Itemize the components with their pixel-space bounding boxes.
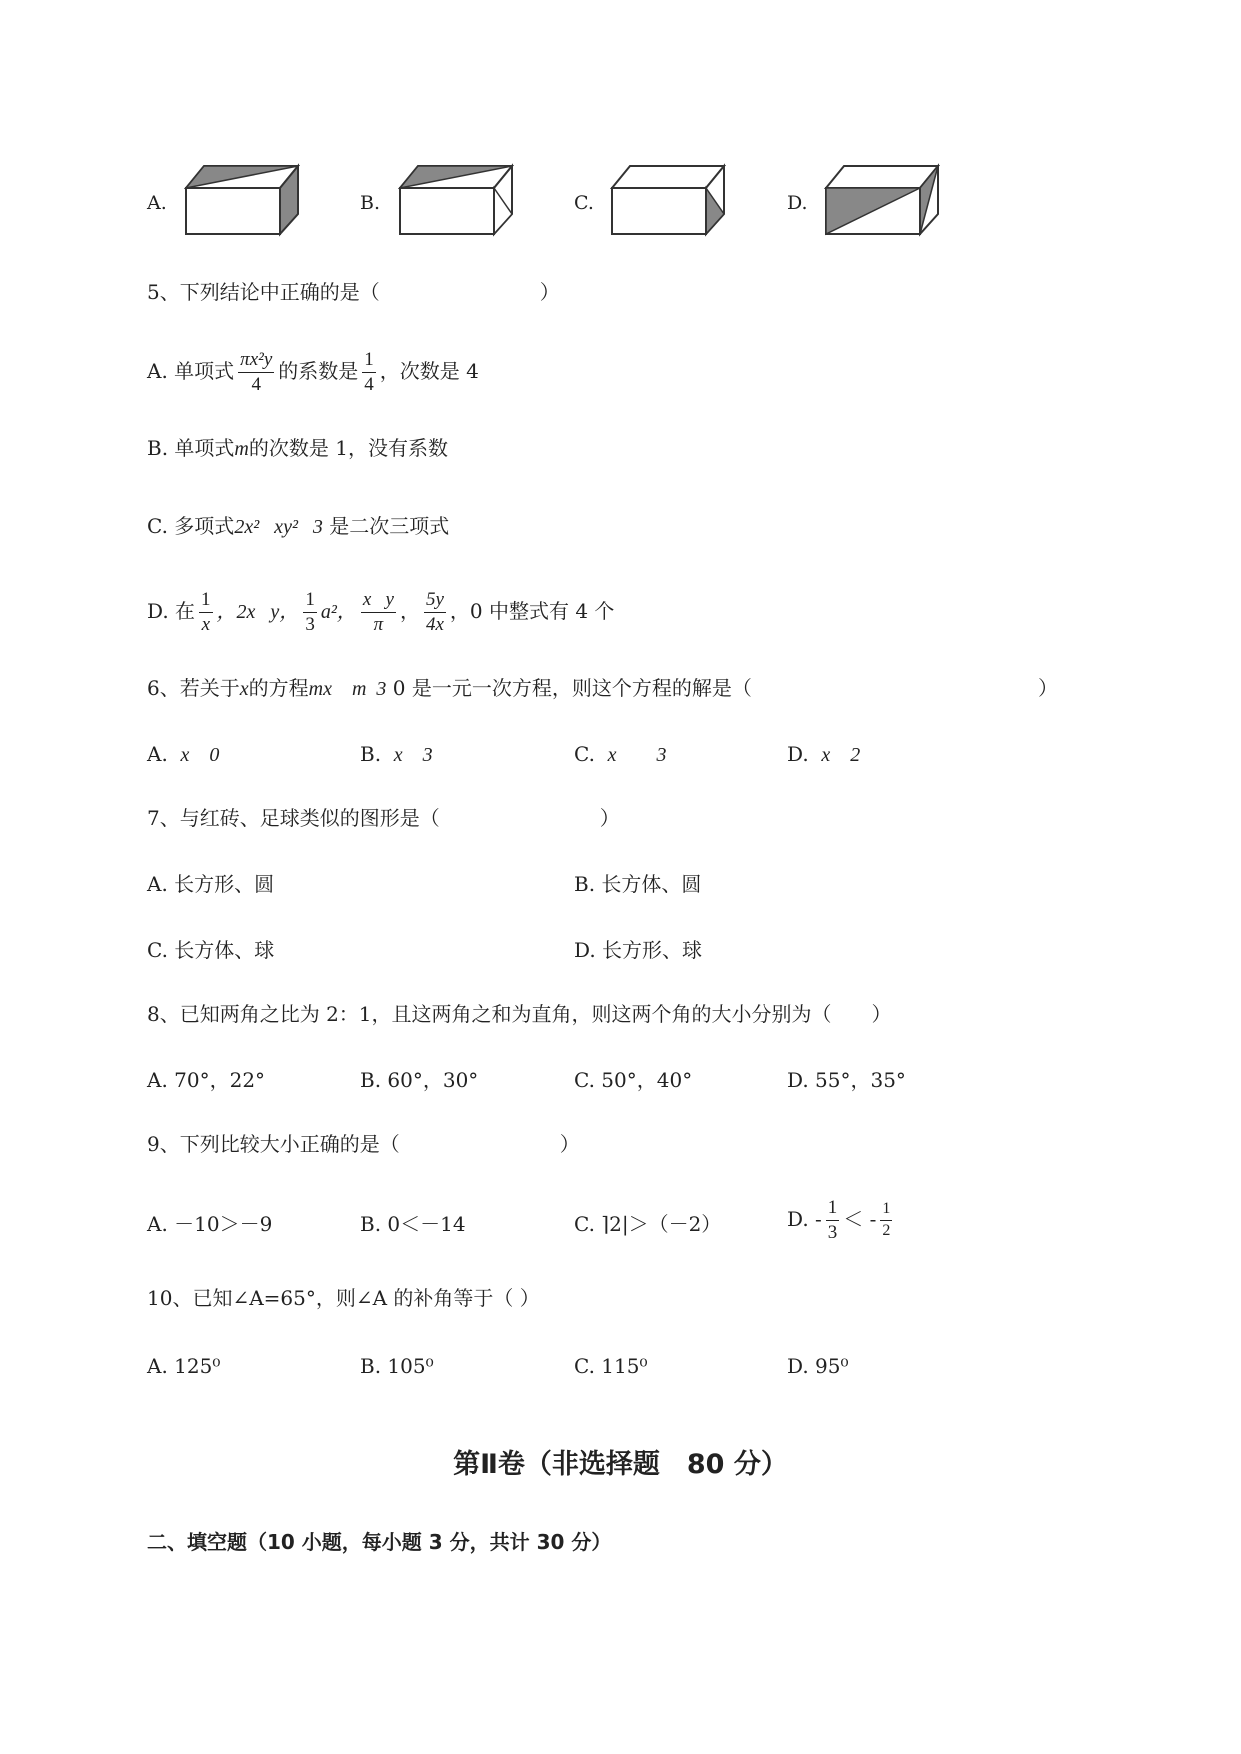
q5-c-suffix: 是二次三项式 [329,514,450,538]
q9-d-fraction-2 [880,1201,892,1240]
q5-d-f5-den: 4x [425,613,444,635]
q5-d-sep: ， [399,598,420,623]
q9-stem: 9、下列比较大小正确的是（ ） [147,1132,580,1156]
q10-stem: 10、已知∠A=65°，则∠A 的补角等于（ ） [147,1286,540,1310]
q10-option-c: C. 115⁰ [574,1354,648,1378]
q6-b-value: x 3 [393,744,433,766]
q10-option-b: B. 105⁰ [360,1354,434,1378]
q5-a-mid: 的系数是 [278,358,359,383]
q6-a-value: x 0 [180,744,220,766]
q5-d-fraction-3 [303,590,317,635]
q4-option-a-label: A. [147,192,167,214]
q6-stem [147,678,752,699]
q7-stem: 7、与红砖、足球类似的图形是（ ） [147,806,620,830]
q7-option-d: D. 长方形、球 [574,938,703,962]
q9-d-prefix: D. - [787,1206,822,1231]
q5-d-f3-den: 3 [305,613,315,635]
q5-a-monomial-fraction [238,350,274,395]
q5-c-prefix: C. 多项式 [147,514,235,538]
q9-d-f1-num: 1 [826,1198,840,1221]
q6-c-value: x 3 [607,744,667,766]
q4-option-d-figure [822,160,942,238]
q5-a-suffix: ，次数是 4 [379,358,479,383]
q9-d-mid: ＜ - [843,1206,877,1231]
q6-stem-c: 0 是一元一次方程，则这个方程的解是（ [392,676,752,700]
q5-d-f4-den: π [373,613,384,635]
q10-option-d: D. 95⁰ [787,1354,849,1378]
q5-d-fraction-1 [199,590,213,635]
q6-a-label: A. [147,742,168,766]
q5-d-f1-den: x [201,613,211,635]
q4-option-d-label: D. [787,192,808,214]
q8-option-d: D. 55°，35° [787,1068,906,1092]
q9-option-b: B. 0＜－14 [360,1212,466,1236]
q6-stem-eq: mx m 3 [308,678,387,700]
section-2-title: 第Ⅱ卷（非选择题 80 分） [453,1449,788,1480]
q4-option-b-label: B. [360,192,381,214]
q5-a-coef-fraction [362,350,376,395]
q5-d-term-3: a²， [320,600,357,623]
q10-option-a: A. 125⁰ [147,1354,221,1378]
q6-option-d [787,744,860,765]
q6-option-b [360,744,433,765]
q9-option-a: A. －10＞－9 [147,1212,273,1236]
q5-d-f4-num: x y [361,590,396,613]
q5-d-term-2: ，2x y， [216,600,300,623]
q9-d-fraction-1 [826,1198,840,1243]
q5-b-var: m [234,438,249,460]
q5-option-a [147,350,479,395]
q8-option-c: C. 50°，40° [574,1068,693,1092]
q6-stem-var: x [239,678,249,700]
section-2-subtitle: 二、填空题（10 小题，每小题 3 分，共计 30 分） [147,1530,612,1554]
q5-d-f3-num: 1 [303,590,317,613]
q4-option-a-figure [182,160,302,238]
q5-d-f5-num: 5y [424,590,446,613]
q6-d-value: x 2 [821,744,861,766]
q5-a-coef-den: 4 [364,373,374,395]
q6-d-label: D. [787,742,809,766]
q5-c-expr: 2x² xy² 3 [234,516,323,538]
q5-a-prefix: A. 单项式 [147,358,235,383]
q6-c-label: C. [574,742,595,766]
q5-b-suffix: 的次数是 1，没有系数 [248,436,448,460]
q5-b-prefix: B. 单项式 [147,436,235,460]
q6-stem-b: 的方程 [248,676,309,700]
q5-d-suffix: ，0 中整式有 4 个 [449,598,615,623]
q6-b-label: B. [360,742,382,766]
q5-d-f1-num: 1 [199,590,213,613]
q5-option-c [147,516,449,537]
q6-stem-close: ） [1038,676,1058,700]
q6-option-c [574,744,667,765]
q7-option-a: A. 长方形、圆 [147,872,275,896]
q5-stem: 5、下列结论中正确的是（ ） [147,280,560,304]
q5-d-fraction-5 [424,590,446,635]
q6-stem-a: 6、若关于 [147,676,240,700]
q5-d-fraction-4 [361,590,396,635]
q5-d-prefix: D. 在 [147,598,196,623]
q9-d-f2-num: 1 [880,1201,892,1221]
q6-option-a [147,744,219,765]
q5-a-frac-num: πx²y [238,350,274,373]
q5-option-b [147,438,448,459]
q8-stem: 8、已知两角之比为 2：1，且这两角之和为直角，则这两个角的大小分别为（ ） [147,1002,892,1026]
q5-option-d [147,590,614,635]
q9-option-d [787,1198,896,1243]
q8-option-b: B. 60°，30° [360,1068,479,1092]
q4-option-c-label: C. [574,192,594,214]
q4-option-b-figure [396,160,516,238]
q4-option-c-figure [608,160,728,238]
q9-d-f2-den: 2 [882,1221,891,1239]
q5-a-coef-num: 1 [362,350,376,373]
q7-option-c: C. 长方体、球 [147,938,275,962]
q8-option-a: A. 70°，22° [147,1068,266,1092]
q9-option-c: C. ⌉2|＞（－2） [574,1212,722,1236]
q5-a-frac-den: 4 [251,373,261,395]
q9-d-f1-den: 3 [827,1221,838,1243]
q7-option-b: B. 长方体、圆 [574,872,702,896]
